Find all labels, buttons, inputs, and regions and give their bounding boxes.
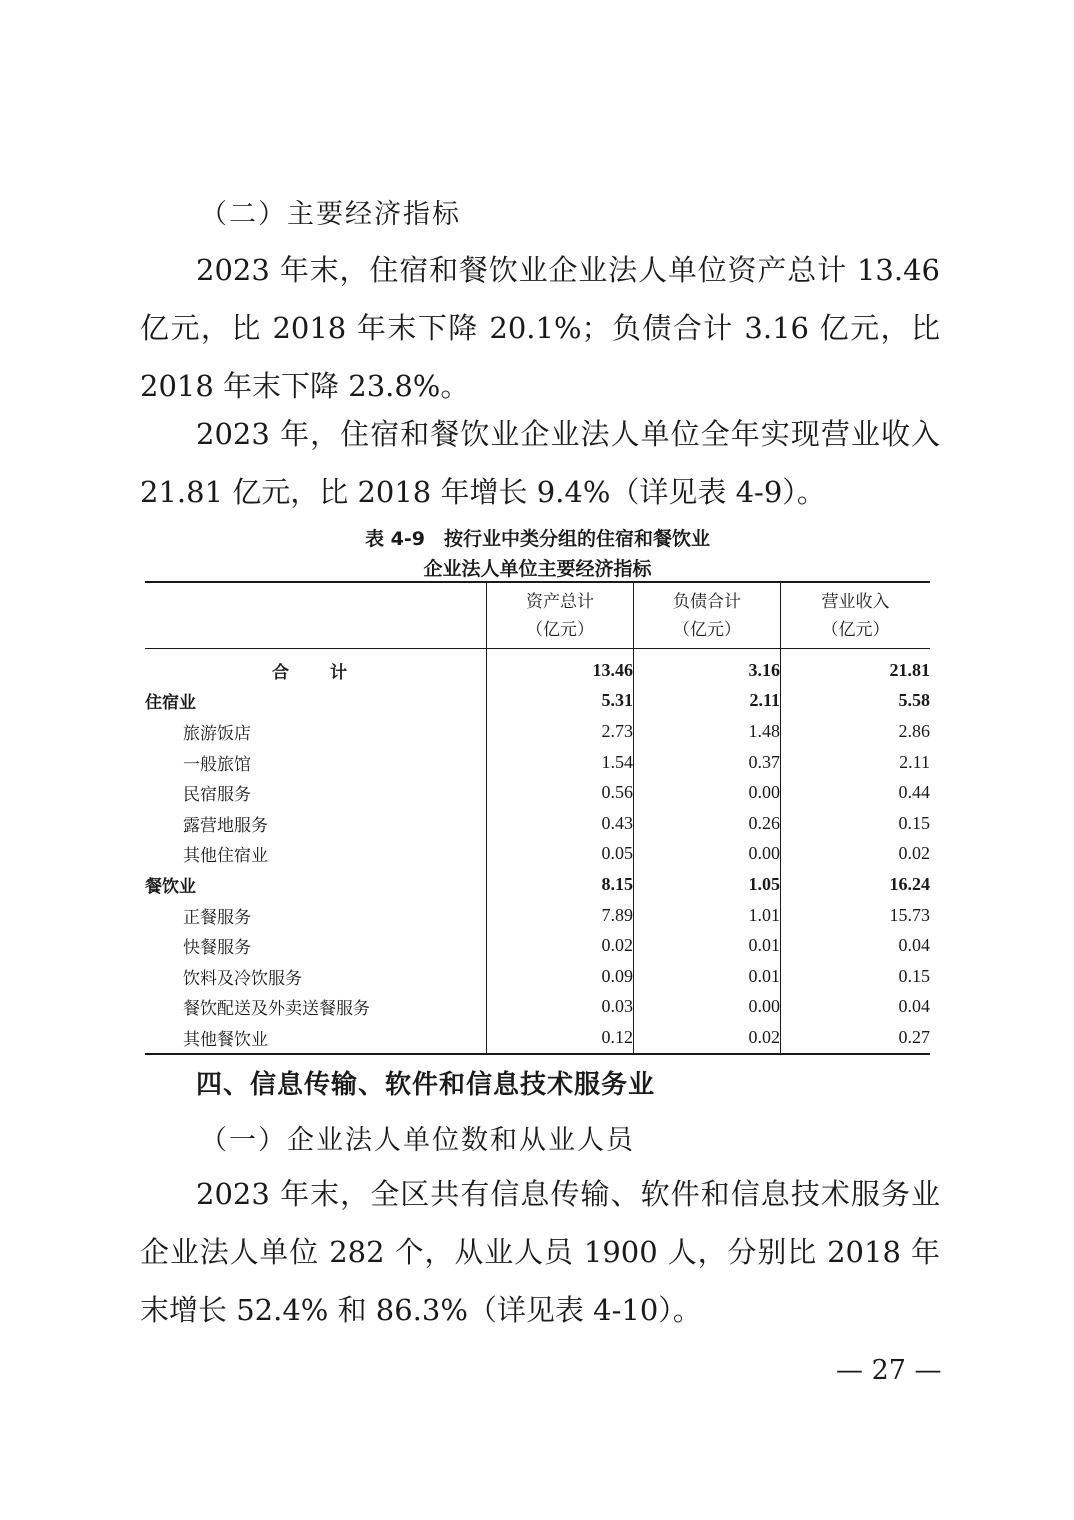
table-row <box>145 808 930 839</box>
cell-revenue: 21.81 <box>781 649 931 686</box>
cell-liabilities: 0.00 <box>634 777 781 808</box>
cell-assets: 7.89 <box>487 900 634 931</box>
cell-revenue: 0.27 <box>781 1022 931 1054</box>
cell-assets: 2.73 <box>487 716 634 747</box>
header-liabilities-title: 负债合计 <box>673 591 741 612</box>
header-assets-unit: （亿元） <box>526 619 594 640</box>
paragraph-it-units: 2023 年末，全区共有信息传输、软件和信息技术服务业企业法人单位 282 个，从业人员 1900 人，分别比 2018 年末增长 52.4% 和 86.3%（详见表 4-10）。 <box>140 1177 940 1327</box>
cell-revenue: 0.04 <box>781 930 931 961</box>
paragraph-revenue: 2023 年，住宿和餐饮业企业法人单位全年实现营业收入 21.81 亿元，比 2018 年增长 9.4%（详见表 4-9）。 <box>140 417 940 509</box>
table-header-row <box>145 582 930 649</box>
row-label: 露营地服务 <box>183 815 268 836</box>
paragraph-assets-liabilities: 2023 年末，住宿和餐饮业企业法人单位资产总计 13.46 亿元，比 2018 年末下降 20.1%；负债合计 3.16 亿元，比 2018 年末下降 23.8%。 <box>140 253 940 403</box>
table-row-total <box>145 649 930 686</box>
table-row <box>145 961 930 992</box>
cell-liabilities: 0.26 <box>634 808 781 839</box>
section-heading-it-services: 四、信息传输、软件和信息技术服务业 <box>196 1070 656 1100</box>
cell-liabilities: 0.00 <box>634 839 781 870</box>
header-assets <box>487 582 634 649</box>
page-number: — 27 — <box>836 1355 942 1386</box>
cell-revenue: 2.86 <box>781 716 931 747</box>
cell-liabilities: 0.02 <box>634 1022 781 1054</box>
cell-revenue: 0.15 <box>781 808 931 839</box>
cell-revenue: 0.02 <box>781 839 931 870</box>
cell-assets: 0.56 <box>487 777 634 808</box>
cell-assets: 0.43 <box>487 808 634 839</box>
header-assets-title: 资产总计 <box>526 591 594 612</box>
cell-liabilities: 1.48 <box>634 716 781 747</box>
cell-liabilities: 0.37 <box>634 747 781 778</box>
table-row-accommodation <box>145 686 930 717</box>
header-revenue-unit: （亿元） <box>821 619 890 640</box>
row-label: 旅游饭店 <box>183 723 251 744</box>
cell-assets: 8.15 <box>487 869 634 900</box>
cell-assets: 0.03 <box>487 992 634 1023</box>
table-row <box>145 839 930 870</box>
cell-liabilities: 1.01 <box>634 900 781 931</box>
table-row <box>145 777 930 808</box>
cell-assets: 0.02 <box>487 930 634 961</box>
cell-liabilities: 0.01 <box>634 961 781 992</box>
cell-liabilities: 3.16 <box>634 649 781 686</box>
cell-assets: 1.54 <box>487 747 634 778</box>
cell-revenue: 0.15 <box>781 961 931 992</box>
row-label: 餐饮配送及外卖送餐服务 <box>183 999 370 1020</box>
header-revenue <box>781 582 931 649</box>
cell-revenue: 0.04 <box>781 992 931 1023</box>
table-row <box>145 930 930 961</box>
table-row <box>145 1022 930 1054</box>
cell-assets: 0.05 <box>487 839 634 870</box>
row-label: 饮料及冷饮服务 <box>183 968 302 989</box>
cell-assets: 0.09 <box>487 961 634 992</box>
row-label: 民宿服务 <box>183 785 251 806</box>
header-liabilities <box>634 582 781 649</box>
subsection-heading-units-employees: （一）企业法人单位数和从业人员 <box>200 1125 635 1156</box>
cell-assets: 5.31 <box>487 686 634 717</box>
row-label: 住宿业 <box>145 693 196 714</box>
table-row-catering <box>145 869 930 900</box>
table-caption-line2: 企业法人单位主要经济指标 <box>423 558 652 580</box>
cell-revenue: 15.73 <box>781 900 931 931</box>
row-label: 其他餐饮业 <box>145 1022 487 1054</box>
table-row <box>145 900 930 931</box>
table-row <box>145 992 930 1023</box>
table-row <box>145 747 930 778</box>
row-label: 快餐服务 <box>183 938 251 959</box>
header-blank-cell <box>145 582 487 649</box>
cell-assets: 0.12 <box>487 1022 634 1054</box>
row-label: 正餐服务 <box>183 907 251 928</box>
table-caption-line1: 表 4-9 按行业中类分组的住宿和餐饮业 <box>365 528 710 550</box>
row-label: 餐饮业 <box>145 876 196 897</box>
table-row <box>145 716 930 747</box>
header-revenue-title: 营业收入 <box>821 591 890 612</box>
cell-revenue: 16.24 <box>781 869 931 900</box>
cell-liabilities: 1.05 <box>634 869 781 900</box>
economic-indicators-table <box>145 581 930 1055</box>
cell-revenue: 5.58 <box>781 686 931 717</box>
row-label: 其他住宿业 <box>183 846 268 867</box>
cell-liabilities: 2.11 <box>634 686 781 717</box>
row-label: 一般旅馆 <box>183 754 251 775</box>
cell-assets: 13.46 <box>487 649 634 686</box>
cell-revenue: 2.11 <box>781 747 931 778</box>
header-liabilities-unit: （亿元） <box>673 619 741 640</box>
cell-liabilities: 0.00 <box>634 992 781 1023</box>
row-label: 合 计 <box>272 662 359 683</box>
section-heading-main-indicators: （二）主要经济指标 <box>200 199 461 230</box>
cell-liabilities: 0.01 <box>634 930 781 961</box>
cell-revenue: 0.44 <box>781 777 931 808</box>
